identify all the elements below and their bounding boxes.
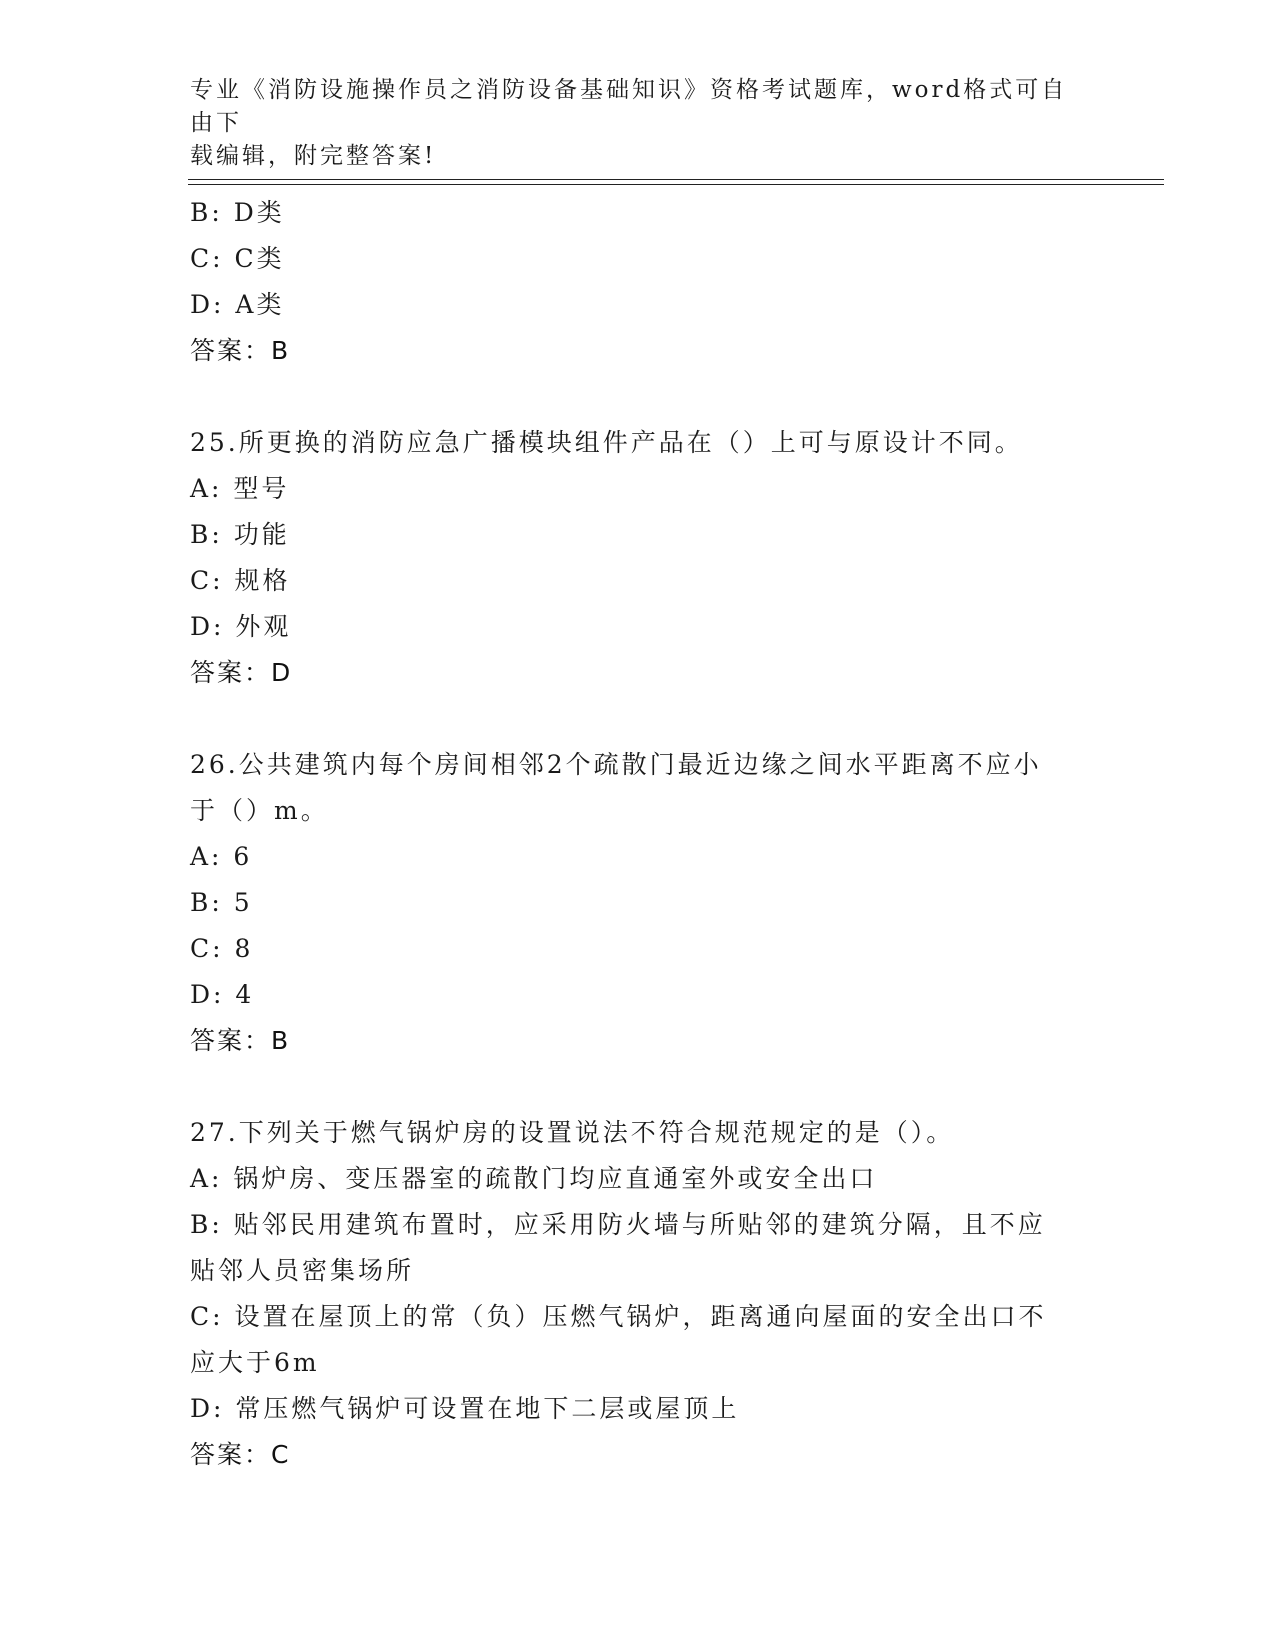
option-c: C: 8 <box>190 934 254 963</box>
question-24-tail <box>190 190 1090 374</box>
answer-label: 答案：D <box>190 658 293 687</box>
header-line-1: 专业《消防设施操作员之消防设备基础知识》资格考试题库，word格式可自由下 <box>190 77 1068 136</box>
option-a: A: 型号 <box>190 474 290 503</box>
spacer <box>190 696 1090 742</box>
question-stem: 25.所更换的消防应急广播模块组件产品在（）上可与原设计不同。 <box>190 428 1023 457</box>
question-content <box>190 190 1090 1478</box>
spacer <box>190 1064 1090 1110</box>
option-c-line-2: 应大于6m <box>190 1348 320 1377</box>
question-26 <box>190 742 1090 1064</box>
question-stem-line-2: 于（）m。 <box>190 796 329 825</box>
option-d: D: 常压燃气锅炉可设置在地下二层或屋顶上 <box>190 1394 740 1423</box>
option-a: A: 6 <box>190 842 253 871</box>
option-c: C: 规格 <box>190 566 291 595</box>
header-divider-top <box>188 179 1164 180</box>
option-c-line-1: C: 设置在屋顶上的常（负）压燃气锅炉，距离通向屋面的安全出口不 <box>190 1302 1047 1331</box>
question-25 <box>190 420 1090 696</box>
answer-label: 答案：C <box>190 1440 291 1469</box>
option-b: B: 5 <box>190 888 253 917</box>
answer-label: 答案：B <box>190 336 291 365</box>
option-b: B: 功能 <box>190 520 290 549</box>
question-stem: 27.下列关于燃气锅炉房的设置说法不符合规范规定的是（）。 <box>190 1118 955 1147</box>
option-d: D: 外观 <box>190 612 292 641</box>
option-c: C: C类 <box>190 244 285 273</box>
option-d: D: A类 <box>190 290 285 319</box>
answer-label: 答案：B <box>190 1026 291 1055</box>
spacer <box>190 374 1090 420</box>
document-header <box>190 74 1080 173</box>
header-line-2: 载编辑，附完整答案! <box>190 143 437 169</box>
option-b-line-2: 贴邻人员密集场所 <box>190 1256 415 1285</box>
option-a: A: 锅炉房、变压器室的疏散门均应直通室外或安全出口 <box>190 1164 878 1193</box>
option-b-line-1: B: 贴邻民用建筑布置时，应采用防火墙与所贴邻的建筑分隔，且不应 <box>190 1210 1046 1239</box>
option-b: B: D类 <box>190 198 285 227</box>
option-d: D: 4 <box>190 980 255 1009</box>
question-27 <box>190 1110 1090 1478</box>
header-divider-bottom <box>188 184 1164 185</box>
question-stem-line-1: 26.公共建筑内每个房间相邻2个疏散门最近边缘之间水平距离不应小 <box>190 750 1042 779</box>
